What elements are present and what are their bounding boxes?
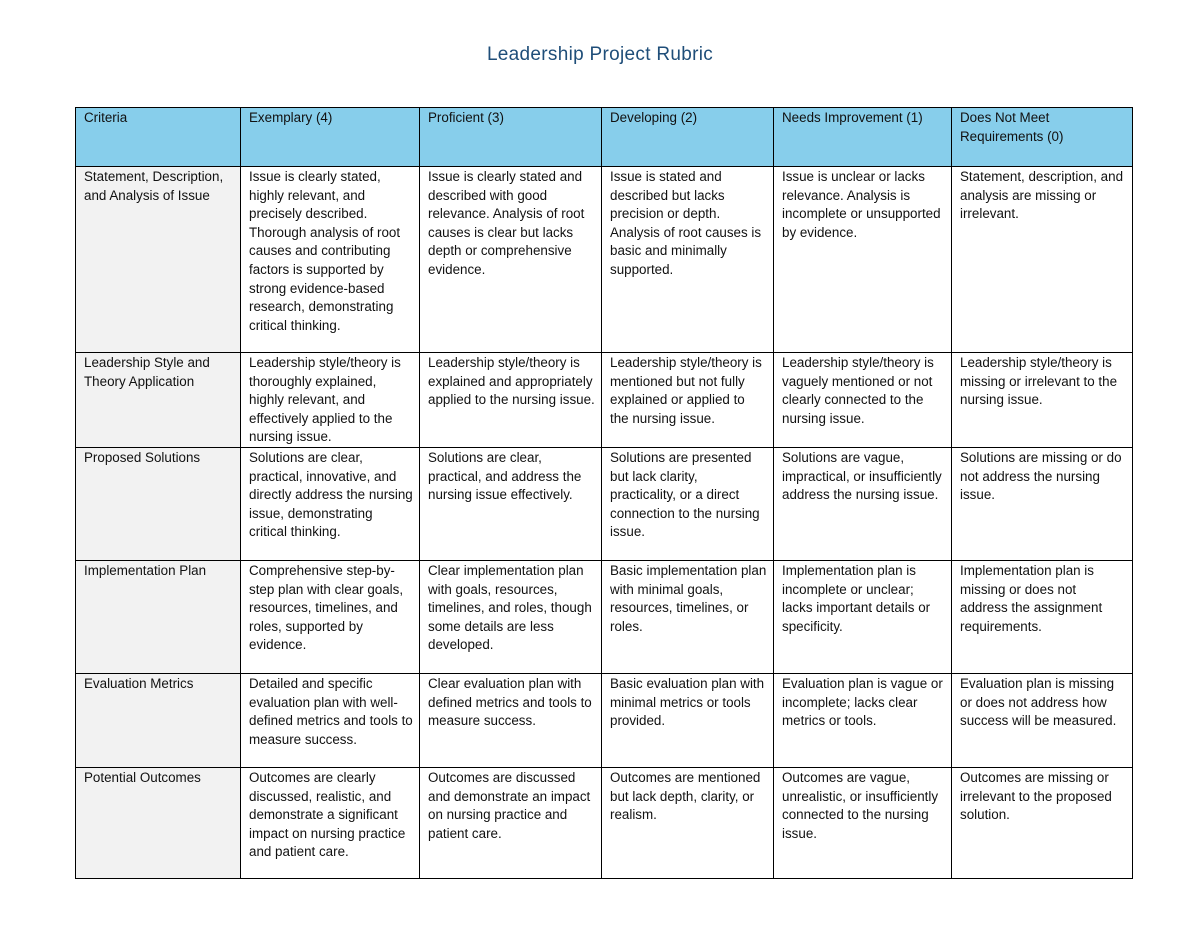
rubric-cell: Solutions are presented but lack clarity, practicality, or a direct connection to the nursing issue. bbox=[602, 448, 774, 561]
page-title: Leadership Project Rubric bbox=[486, 44, 714, 65]
table-row bbox=[76, 768, 1133, 879]
rubric-cell: Clear implementation plan with goals, resources, timelines, and roles, though some details are less developed. bbox=[420, 561, 602, 674]
rubric-cell: Issue is clearly stated and described with good relevance. Analysis of root causes is clear but lacks depth or comprehensive evidence. bbox=[420, 167, 602, 353]
criteria-cell: Evaluation Metrics bbox=[76, 674, 241, 768]
rubric-cell: Issue is stated and described but lacks precision or depth. Analysis of root causes is basic and minimally supported. bbox=[602, 167, 774, 353]
rubric-cell: Issue is clearly stated, highly relevant, and precisely described. Thorough analysis of root causes and contributing factors is supported by strong evidence-based research, demonstrating critical thinking. bbox=[241, 167, 420, 353]
rubric-cell: Implementation plan is missing or does not address the assignment requirements. bbox=[952, 561, 1133, 674]
criteria-cell: Potential Outcomes bbox=[76, 768, 241, 879]
rubric-cell: Outcomes are missing or irrelevant to the proposed solution. bbox=[952, 768, 1133, 879]
rubric-cell: Evaluation plan is missing or does not address how success will be measured. bbox=[952, 674, 1133, 768]
rubric-cell: Detailed and specific evaluation plan with well-defined metrics and tools to measure success. bbox=[241, 674, 420, 768]
rubric-cell: Outcomes are mentioned but lack depth, clarity, or realism. bbox=[602, 768, 774, 879]
criteria-cell: Leadership Style and Theory Application bbox=[76, 353, 241, 448]
header-criteria: Criteria bbox=[76, 108, 241, 167]
rubric-cell: Basic implementation plan with minimal goals, resources, timelines, or roles. bbox=[602, 561, 774, 674]
rubric-cell: Solutions are vague, impractical, or insufficiently address the nursing issue. bbox=[774, 448, 952, 561]
rubric-cell: Comprehensive step-by-step plan with clear goals, resources, timelines, and roles, supported by evidence. bbox=[241, 561, 420, 674]
rubric-cell: Solutions are clear, practical, and address the nursing issue effectively. bbox=[420, 448, 602, 561]
rubric-cell: Leadership style/theory is mentioned but not fully explained or applied to the nursing issue. bbox=[602, 353, 774, 448]
criteria-cell: Proposed Solutions bbox=[76, 448, 241, 561]
rubric-cell: Leadership style/theory is vaguely mentioned or not clearly connected to the nursing issue. bbox=[774, 353, 952, 448]
rubric-cell: Clear evaluation plan with defined metrics and tools to measure success. bbox=[420, 674, 602, 768]
table-row bbox=[76, 167, 1133, 353]
rubric-cell: Evaluation plan is vague or incomplete; lacks clear metrics or tools. bbox=[774, 674, 952, 768]
criteria-cell: Implementation Plan bbox=[76, 561, 241, 674]
rubric-cell: Outcomes are vague, unrealistic, or insufficiently connected to the nursing issue. bbox=[774, 768, 952, 879]
rubric-cell: Solutions are clear, practical, innovative, and directly address the nursing issue, demonstrating critical thinking. bbox=[241, 448, 420, 561]
table-row bbox=[76, 353, 1133, 448]
header-row bbox=[76, 108, 1133, 167]
header-developing: Developing (2) bbox=[602, 108, 774, 167]
header-does-not-meet: Does Not Meet Requirements (0) bbox=[952, 108, 1133, 167]
rubric-cell: Leadership style/theory is explained and appropriately applied to the nursing issue. bbox=[420, 353, 602, 448]
rubric-table bbox=[75, 107, 1133, 879]
rubric-cell: Implementation plan is incomplete or unclear; lacks important details or specificity. bbox=[774, 561, 952, 674]
rubric-cell: Leadership style/theory is missing or irrelevant to the nursing issue. bbox=[952, 353, 1133, 448]
rubric-cell: Statement, description, and analysis are missing or irrelevant. bbox=[952, 167, 1133, 353]
rubric-cell: Basic evaluation plan with minimal metrics or tools provided. bbox=[602, 674, 774, 768]
table-row bbox=[76, 674, 1133, 768]
header-exemplary: Exemplary (4) bbox=[241, 108, 420, 167]
header-proficient: Proficient (3) bbox=[420, 108, 602, 167]
rubric-cell: Outcomes are clearly discussed, realistic, and demonstrate a significant impact on nursing practice and patient care. bbox=[241, 768, 420, 879]
table-row bbox=[76, 448, 1133, 561]
rubric-cell: Solutions are missing or do not address the nursing issue. bbox=[952, 448, 1133, 561]
table-row bbox=[76, 561, 1133, 674]
header-needs-improvement: Needs Improvement (1) bbox=[774, 108, 952, 167]
rubric-cell: Leadership style/theory is thoroughly explained, highly relevant, and effectively applied to the nursing issue. bbox=[241, 353, 420, 448]
rubric-cell: Outcomes are discussed and demonstrate an impact on nursing practice and patient care. bbox=[420, 768, 602, 879]
rubric-cell: Issue is unclear or lacks relevance. Analysis is incomplete or unsupported by evidence. bbox=[774, 167, 952, 353]
criteria-cell: Statement, Description, and Analysis of Issue bbox=[76, 167, 241, 353]
